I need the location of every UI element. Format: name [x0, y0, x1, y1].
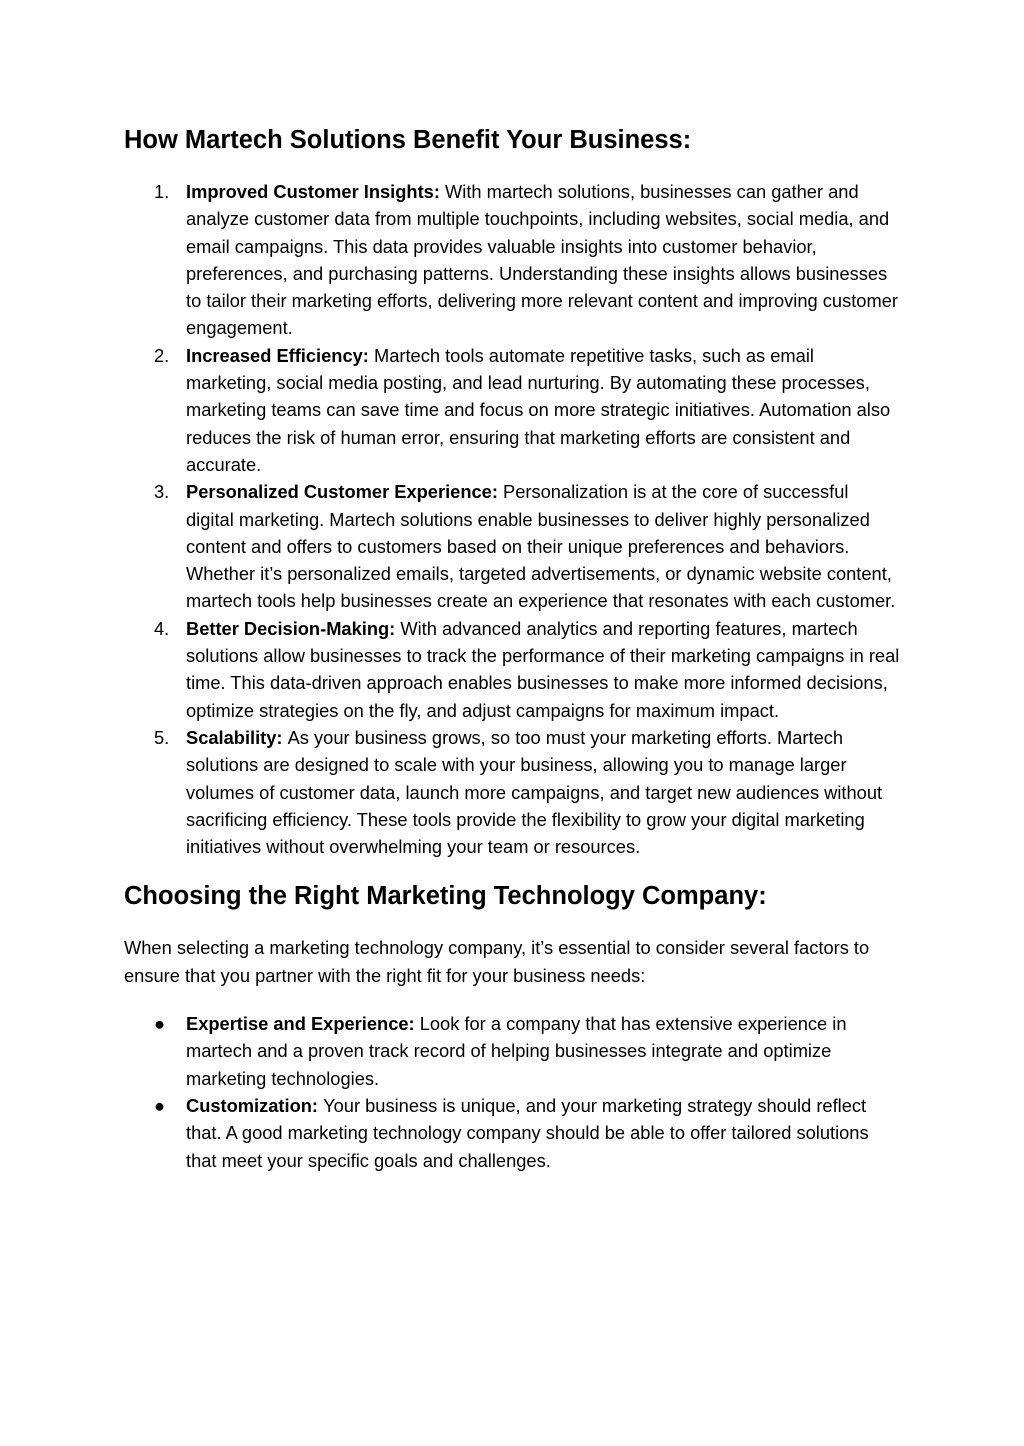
list-number: 4. — [154, 617, 170, 639]
list-item — [124, 178, 900, 342]
intro-paragraph: When selecting a marketing technology company, it’s essential to consider several factors to ensure that you partner with the right fit for your business needs: — [124, 937, 870, 986]
bullet-marker: ● — [154, 1013, 166, 1035]
item-term: Personalized Customer Experience: — [186, 481, 503, 503]
list-number: 2. — [154, 344, 170, 366]
list-item — [124, 1092, 900, 1174]
section-heading-choosing: Choosing the Right Marketing Technology Company: — [124, 882, 767, 911]
criteria-list — [124, 1010, 900, 1174]
list-item — [124, 615, 900, 724]
list-item — [124, 1010, 900, 1092]
item-term: Expertise and Experience: — [186, 1013, 420, 1035]
benefits-list — [124, 178, 900, 860]
list-item — [124, 342, 900, 478]
item-text: As your business grows, so too must your marketing efforts. Martech solutions are designed to scale with your business, allowing you to manage larger volumes of customer data, launch more campaigns, and target new audiences without sacrificing efficiency. These tools provide the flexibility to grow your digital marketing initiatives without overwhelming your team or resources. — [186, 726, 883, 858]
list-number: 1. — [154, 181, 170, 202]
bullet-marker: ● — [154, 1094, 166, 1116]
document-page — [124, 118, 900, 1174]
item-term: Scalability: — [186, 726, 288, 748]
list-number: 5. — [154, 726, 170, 748]
item-text: With advanced analytics and reporting features, martech solutions allow businesses to track the performance of their marketing campaigns in real time. This data-driven approach enables businesses to make more informed decisions, optimize strategies on the fly, and adjust campaigns for maximum impact. — [186, 617, 900, 721]
item-term: Better Decision-Making: — [186, 617, 401, 639]
item-text: Martech tools automate repetitive tasks, such as email marketing, social media posting, and lead nurturing. By automating these processes, marketing teams can save time and focus on more strategic initiatives. Automation also reduces the risk of human error, ensuring that marketing efforts are consistent and accurate. — [186, 344, 891, 475]
list-item — [124, 478, 900, 614]
item-term: Increased Efficiency: — [186, 344, 374, 366]
item-text: With martech solutions, businesses can gather and analyze customer data from multiple touchpoints, including websites, social media, and email campaigns. This data provides valuable insights into customer behavior, preferences, and purchasing patterns. Understanding these insights allows businesses to tailor their marketing efforts, delivering more relevant content and improving customer engagement. — [186, 181, 898, 339]
list-item — [124, 724, 900, 860]
item-text: Your business is unique, and your marketing strategy should reflect that. A good marketing technology company should be able to offer tailored solutions that meet your specific goals and challenges. — [186, 1094, 869, 1171]
item-term: Customization: — [186, 1094, 324, 1116]
list-number: 3. — [154, 481, 170, 503]
section-heading-benefits: How Martech Solutions Benefit Your Business: — [124, 126, 692, 154]
item-term: Improved Customer Insights: — [186, 181, 446, 202]
item-text: Look for a company that has extensive experience in martech and a proven track record of helping businesses integrate and optimize marketing technologies. — [186, 1013, 847, 1089]
item-text: Personalization is at the core of successful digital marketing. Martech solutions enable businesses to deliver highly personalized content and offers to customers based on their unique preferences and behaviors. Whether it’s personalized emails, targeted advertisements, or dynamic website content, martech tools help businesses create an experience that resonates with each customer. — [186, 481, 896, 612]
